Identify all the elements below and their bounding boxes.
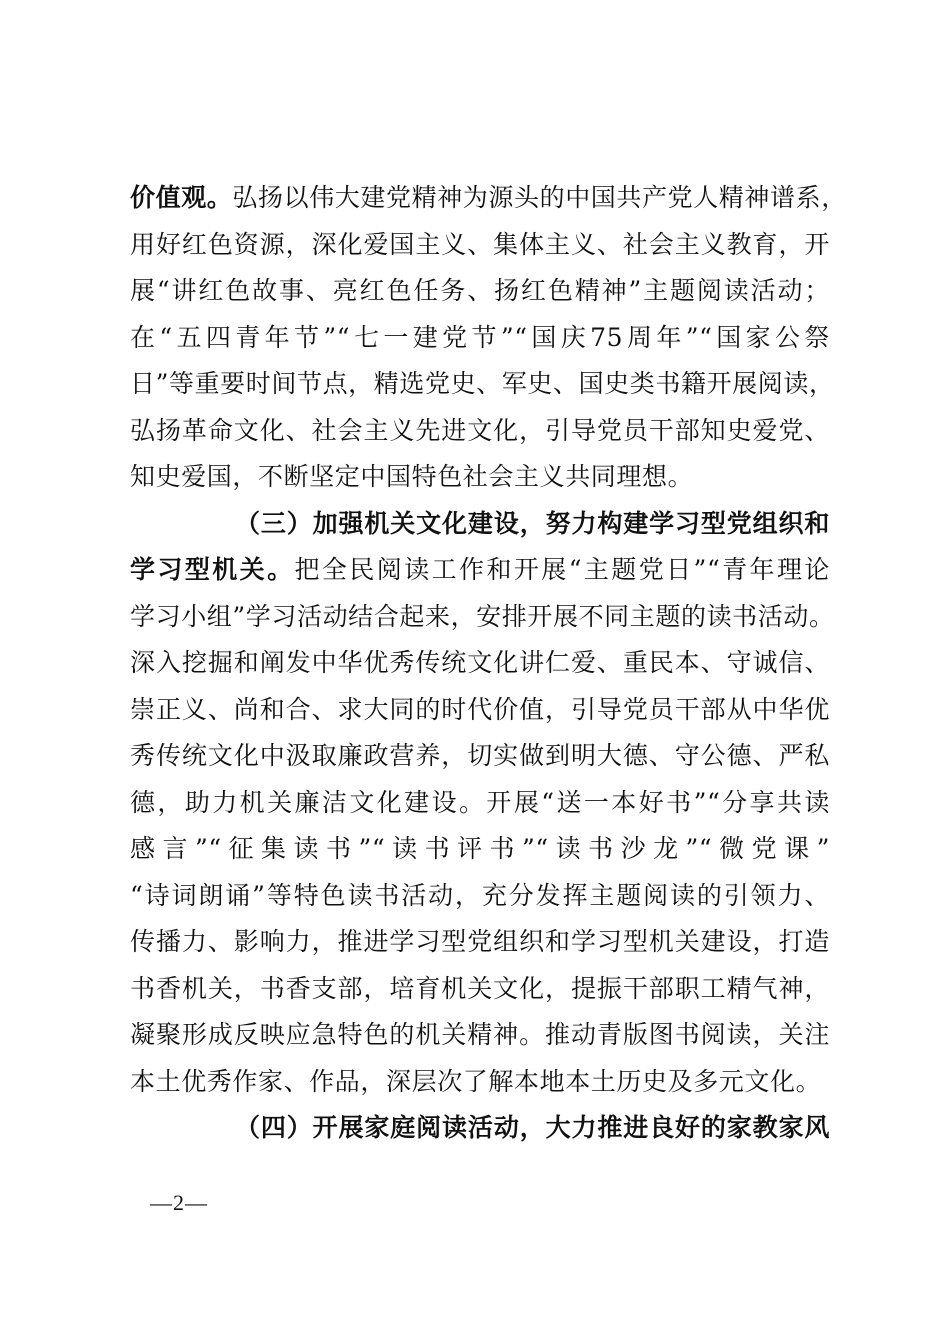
- text-run: 书香机关，书香支部，培育机关文化，提振干部职工精气神，: [130, 973, 830, 1003]
- text-run: 日”等重要时间节点，精选党史、军史、国史类书籍开展阅读，: [130, 369, 835, 398]
- text-line: [130, 361, 835, 408]
- text-line: [130, 640, 830, 687]
- text-line: [130, 408, 830, 455]
- text-line: [130, 315, 830, 362]
- text-run: 秀传统文化中汲取廉政营养，切实做到明大德、守公德、严私: [130, 741, 830, 770]
- text-line: [130, 454, 830, 501]
- text-line: [130, 687, 830, 734]
- text-line: [130, 547, 830, 594]
- text-run: 弘扬革命文化、社会主义先进文化，引导党员干部知史爱党、: [130, 415, 830, 445]
- section-heading-line: [130, 1105, 830, 1152]
- text-run: 弘扬以伟大建党精神为源头的中国共产党人精神谱系，: [232, 183, 847, 212]
- section-heading-line: [130, 501, 830, 548]
- text-line: [130, 919, 830, 966]
- text-line: [130, 222, 830, 269]
- text-run: 崇正义、尚和合、求大同的时代价值，引导党员干部从中华优: [130, 694, 830, 724]
- text-run: 传播力、影响力，推进学习型党组织和学习型机关建设，打造: [130, 927, 830, 956]
- text-line: [130, 780, 830, 827]
- text-run: 把全民阅读工作和开展“主题党日”“青年理论: [294, 555, 830, 584]
- page-number: —2—: [150, 1190, 208, 1215]
- bold-run: （三）加强机关文化建设，努力构建学习型党组织和: [235, 508, 830, 538]
- text-run: 德，助力机关廉洁文化建设。开展“送一本好书”“分享共读: [130, 787, 830, 817]
- text-run: 在“五四青年节”“七一建党节”“国庆75周年”“国家公祭: [130, 322, 830, 352]
- text-run: “诗词朗诵”等特色读书活动，充分发挥主题阅读的引领力、: [130, 880, 830, 910]
- text-run: 知史爱国，不断坚定中国特色社会主义共同理想。: [130, 462, 694, 491]
- text-line: [130, 175, 847, 222]
- text-run: 本土优秀作家、作品，深层次了解本地本土历史及多元文化。: [130, 1066, 822, 1096]
- text-run: 深入挖掘和阐发中华优秀传统文化讲仁爱、重民本、守诚信、: [130, 648, 830, 677]
- text-line: [130, 966, 830, 1013]
- bold-run: 价值观。: [130, 183, 233, 212]
- bold-run: （四）开展家庭阅读活动，大力推进良好的家教家风: [235, 1113, 830, 1142]
- text-line: [130, 1012, 830, 1059]
- text-line: [130, 268, 830, 315]
- bold-run: 学习型机关。: [130, 555, 295, 584]
- text-run: 展“讲红色故事、亮红色任务、扬红色精神”主题阅读活动；: [130, 276, 830, 305]
- text-line: [130, 594, 835, 641]
- text-run: 用好红色资源，深化爱国主义、集体主义、社会主义教育，开: [130, 229, 830, 259]
- text-line: [130, 1059, 830, 1106]
- text-line: [130, 733, 830, 780]
- text-line: [130, 826, 830, 873]
- text-run: 凝聚形成反映应急特色的机关精神。推动青版图书阅读，关注: [130, 1020, 830, 1049]
- body-text: [130, 175, 847, 1152]
- text-run: 感言”“征集读书”“读书评书”“读书沙龙”“微党课”: [130, 834, 830, 863]
- text-line: [130, 873, 830, 920]
- text-run: 学习小组”学习活动结合起来，安排开展不同主题的读书活动。: [130, 601, 835, 631]
